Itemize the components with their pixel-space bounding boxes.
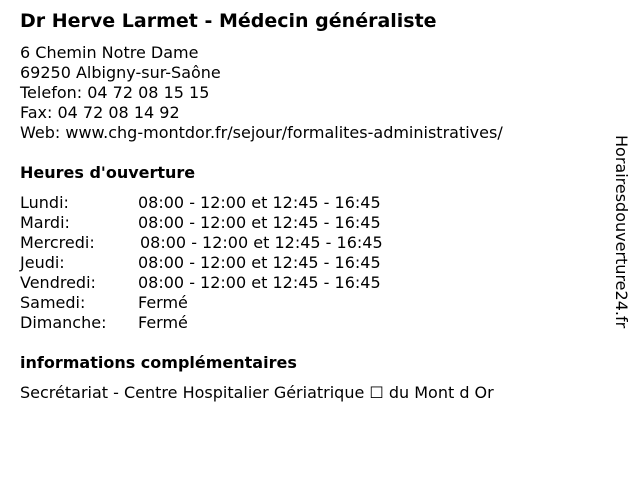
side-watermark-text: Horairesdouverture24.fr bbox=[612, 135, 631, 329]
day-label: Mercredi: bbox=[20, 233, 95, 252]
time-value: 08:00 - 12:00 et 12:45 - 16:45 bbox=[138, 253, 381, 272]
info-text: Secrétariat - Centre Hospitalier Gériatrique ☐ du Mont d Or bbox=[20, 383, 494, 402]
city-address: 69250 Albigny-sur-Saône bbox=[20, 63, 221, 82]
day-label: Samedi: bbox=[20, 293, 86, 312]
hours-heading: Heures d'ouverture bbox=[20, 163, 196, 182]
time-value: Fermé bbox=[138, 313, 188, 332]
info-heading: informations complémentaires bbox=[20, 353, 297, 372]
fax-number: Fax: 04 72 08 14 92 bbox=[20, 103, 180, 122]
website-link[interactable]: Web: www.chg-montdor.fr/sejour/formalites-administratives/ bbox=[20, 123, 503, 142]
day-label: Jeudi: bbox=[20, 253, 65, 272]
day-label: Mardi: bbox=[20, 213, 70, 232]
time-value: Fermé bbox=[138, 293, 188, 312]
time-value: 08:00 - 12:00 et 12:45 - 16:45 bbox=[138, 193, 381, 212]
time-value: 08:00 - 12:00 et 12:45 - 16:45 bbox=[140, 233, 383, 252]
day-label: Vendredi: bbox=[20, 273, 96, 292]
phone-number: Telefon: 04 72 08 15 15 bbox=[20, 83, 210, 102]
address-block bbox=[20, 43, 503, 143]
street-address: 6 Chemin Notre Dame bbox=[20, 43, 199, 62]
page-title: Dr Herve Larmet - Médecin généraliste bbox=[20, 10, 437, 32]
time-value: 08:00 - 12:00 et 12:45 - 16:45 bbox=[138, 273, 381, 292]
day-label: Dimanche: bbox=[20, 313, 107, 332]
day-label: Lundi: bbox=[20, 193, 69, 212]
time-value: 08:00 - 12:00 et 12:45 - 16:45 bbox=[138, 213, 381, 232]
